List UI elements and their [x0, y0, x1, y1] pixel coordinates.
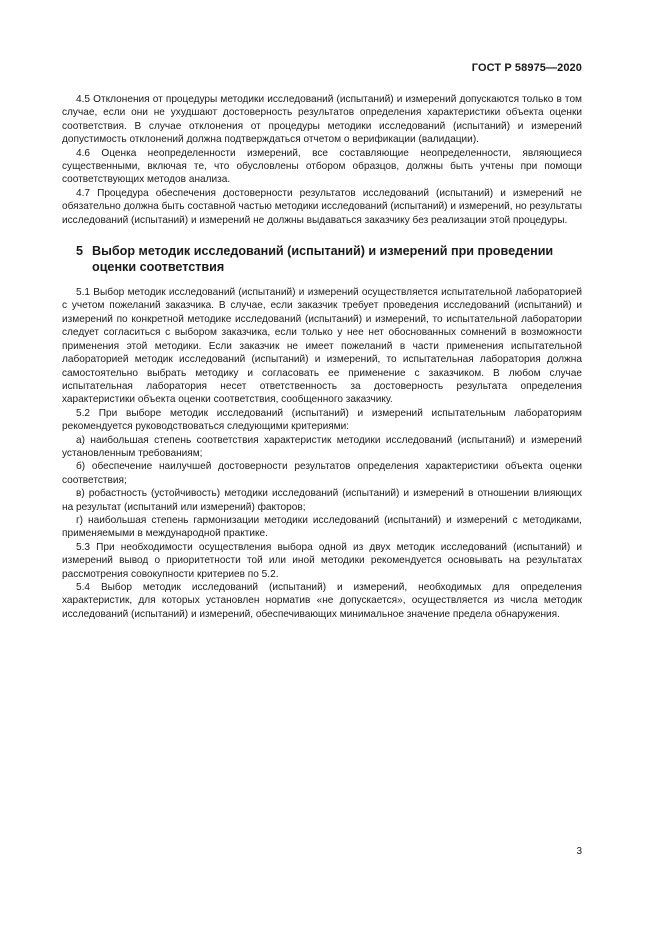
criterion-a: а) наибольшая степень соответствия характеристик методики исследований (испытаний) и измерений установленным требованиям;: [62, 434, 582, 459]
paragraph-5-1: 5.1 Выбор методик исследований (испытаний) и измерений осуществляется испытательной лабораторией с учетом пожеланий заказчика. В случае, если заказчик требует проведения исследований (испытаний) и измерений по конкретной методике исследований (испытаний) и измерений, то испытательной лаборатории следует согласиться с выбором заказчика, если только у нее нет обоснованных сомнений в возможности применения этой методики. Если заказчик не имеет пожеланий в части применения испытательной лабораторией методик исследований (испытаний) и измерений, то испытательная лаборатория должна самостоятельно выбрать методику и согласовать ее применение с заказчиком. В любом случае испытательная лаборатория несет ответственность за достоверность результата определения характеристики объекта оценки соответствия, сообщенного заказчику.: [62, 287, 582, 406]
section-5-title: Выбор методик исследований (испытаний) и измерений при проведении оценки соответствия: [92, 244, 554, 275]
paragraph-5-2: 5.2 При выборе методик исследований (испытаний) и измерений испытательным лабораториям рекомендуется руководствоваться следующими критериями:: [62, 407, 582, 433]
paragraph-4-7: 4.7 Процедура обеспечения достоверности результатов исследований (испытаний) и измерений не обязательно должна быть составной частью методики исследований (испытаний) и измерений, но результаты исследований (испытаний) и измерений не должны выдаваться заказчику без реализации этой процедуры.: [62, 187, 582, 226]
paragraph-4-5: 4.5 Отклонения от процедуры методики исследований (испытаний) и измерений допускаются только в том случае, если они не ухудшают достоверность результатов определения характеристики объекта оценки соответствия. В случае отклонения от процедуры методики исследований (испытаний) и измерений допустимость отклонений должна подтверждаться отчетом о верификации (валидации).: [62, 94, 582, 146]
page-number: 3: [576, 846, 582, 857]
criterion-g: г) наибольшая степень гармонизации методики исследований (испытаний) и измерений с методиками, применяемыми в международной практике.: [62, 514, 582, 540]
page-body: [62, 93, 582, 621]
criterion-v: в) робастность (устойчивость) методики исследований (испытаний) и измерений в отношении влияющих на результат (испытаний или измерений) факторов;: [62, 488, 582, 513]
paragraph-5-3: 5.3 При необходимости осуществления выбора одной из двух методик исследований (испытаний) и измерений вывод о приоритетности той или иной методики рекомендуется основывать на результатах рассмотрения совокупности критериев по 5.2.: [62, 541, 582, 580]
paragraph-5-4: 5.4 Выбор методик исследований (испытаний) и измерений, необходимых для определения характеристик, для которых установлен норматив «не допускается», осуществляется из числа методик исследований (испытаний) и измерений, обеспечивающих минимальное значение предела обнаружения.: [62, 582, 582, 620]
section-5-heading: [76, 243, 582, 275]
criterion-b: б) обеспечение наилучшей достоверности результатов определения характеристики объекта оценки соответствия;: [62, 461, 582, 486]
paragraph-4-6: 4.6 Оценка неопределенности измерений, все составляющие неопределенности, являющиеся существенными, включая те, что обусловлены отбором образцов, должны быть учтены при помощи соответствующих методов анализа.: [62, 147, 582, 186]
section-5-number: 5: [76, 244, 84, 259]
document-number: ГОСТ Р 58975—2020: [471, 62, 582, 74]
